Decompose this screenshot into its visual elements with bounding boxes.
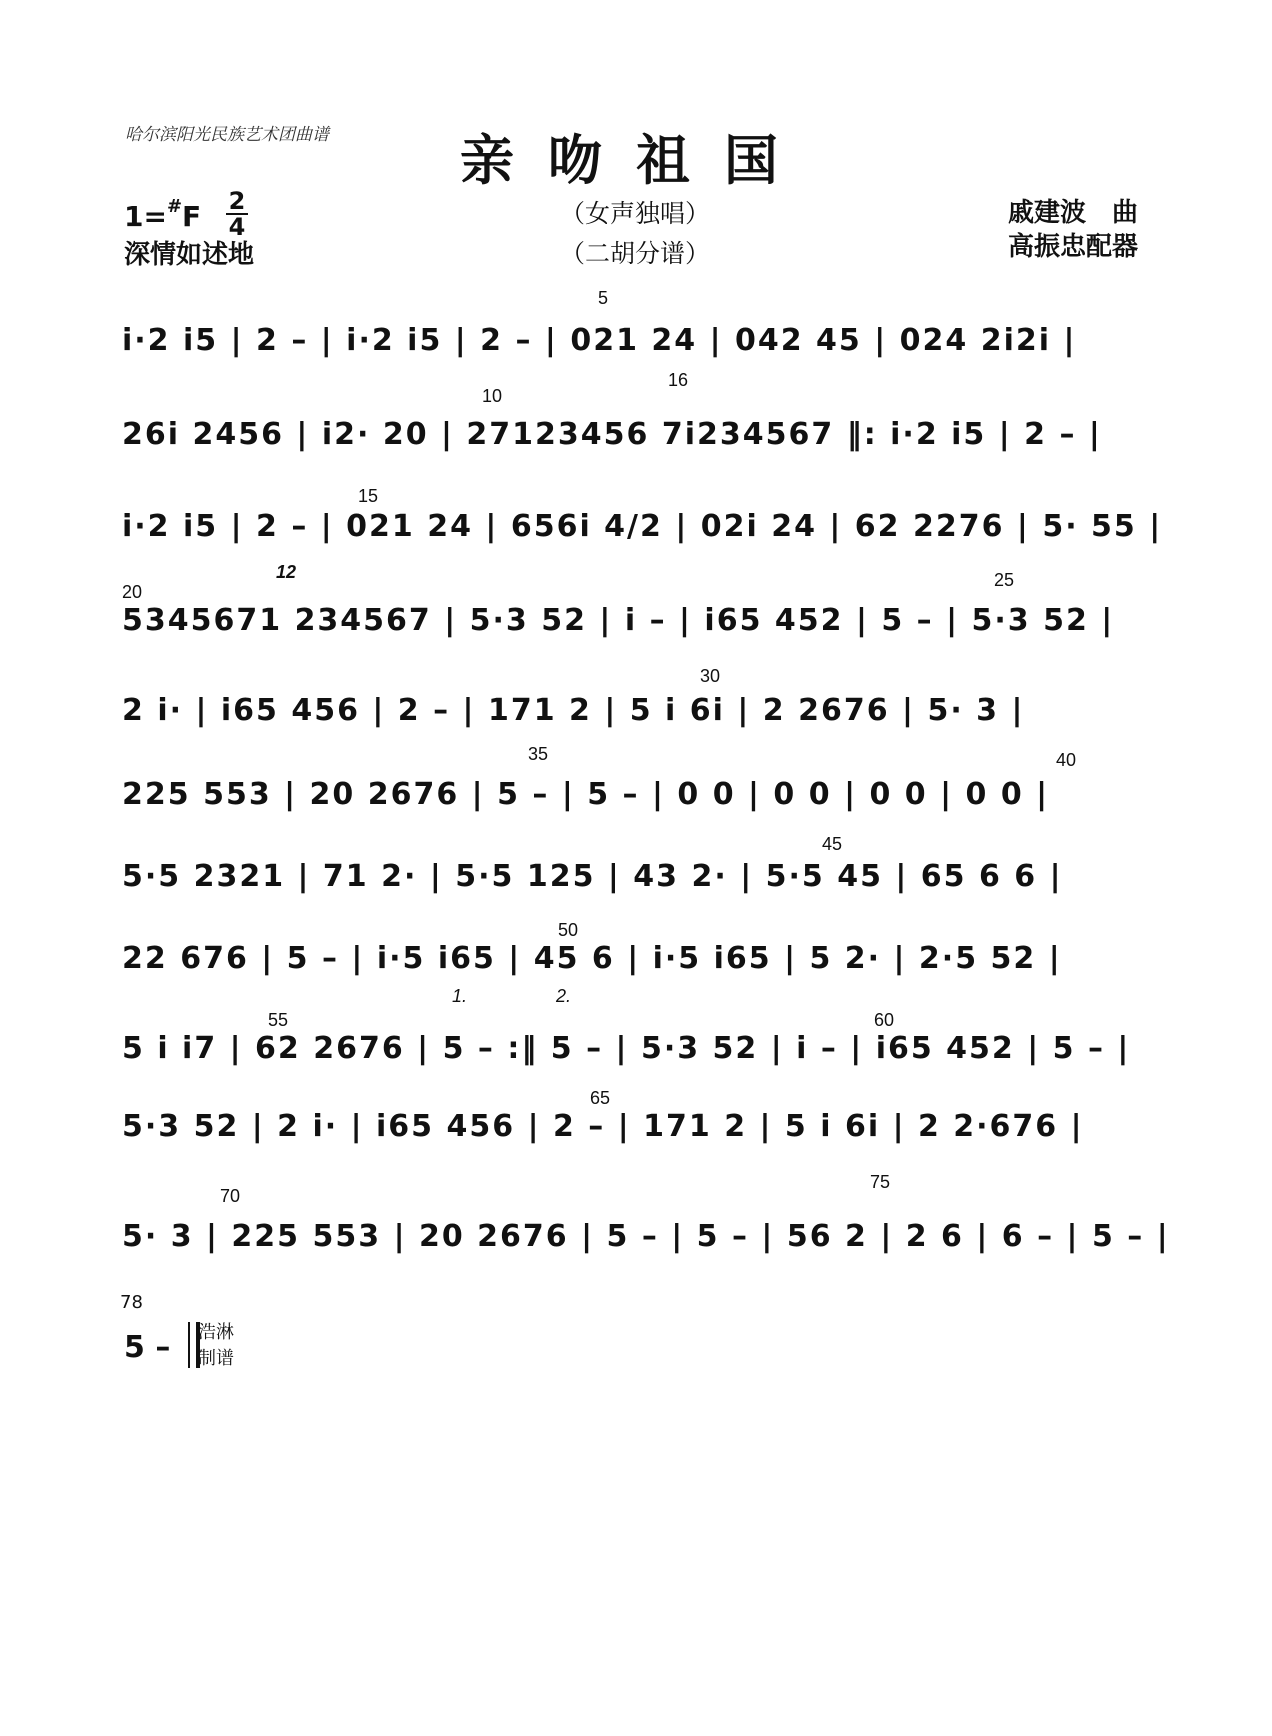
notation-line: 5·3 52 | 2 i· | i65 456 | 2 – | 171 2 | 5 i 6i | 2 2·676 |: [122, 1109, 1084, 1144]
score-row-5: [122, 666, 1146, 728]
notation-line: 225 553 | 20 2676 | 5 – | 5 – | 0 0 | 0 0 | 0 0 | 0 0 |: [122, 777, 1050, 812]
measure-number: 60: [874, 1010, 895, 1030]
score-row-10: [122, 1088, 1146, 1144]
measure-number-final: 78: [120, 1292, 143, 1313]
measure-number: 30: [700, 666, 721, 686]
measure-number: 45: [822, 834, 843, 854]
song-title: 亲吻祖国: [460, 129, 812, 192]
measure-number: 15: [358, 486, 379, 506]
subtitle-voice: （女声独唱）: [560, 199, 711, 228]
notation-line: i·2 i5 | 2 – | i·2 i5 | 2 – | 021 24 | 042 45 | 024 2i2i |: [122, 323, 1077, 358]
score-row-11: [122, 1172, 1170, 1254]
notation-line: 5· 3 | 225 553 | 20 2676 | 5 – | 5 – | 56 2 | 2 6 | 6 – | 5 – |: [122, 1219, 1170, 1254]
measure-number: 10: [482, 386, 503, 406]
measure-number: 50: [558, 920, 579, 940]
composer: 戚建波 曲: [1008, 198, 1139, 228]
score-row-6: [122, 744, 1146, 812]
score-row-2: [122, 370, 1146, 452]
notation-line: 5345671 234567 | 5·3 52 | i – | i65 452 | 5 – | 5·3 52 |: [122, 603, 1115, 638]
time-bottom: 4: [228, 213, 246, 241]
notation-line: 2 i· | i65 456 | 2 – | 171 2 | 5 i 6i | 2 2676 | 5· 3 |: [122, 693, 1025, 728]
measure-number: 35: [528, 744, 549, 764]
subtitle-part: （二胡分谱）: [560, 239, 711, 268]
score-row-4: [122, 562, 1146, 638]
credit-line-2: 制谱: [198, 1348, 234, 1369]
final-measure: 5 –: [124, 1330, 171, 1365]
notation-line: 22 676 | 5 – | i·5 i65 | 45 6 | i·5 i65 | 5 2· | 2·5 52 |: [122, 941, 1062, 976]
measure-number: 20: [122, 582, 143, 602]
score-row-7: [122, 834, 1146, 894]
measure-number: 75: [870, 1172, 891, 1192]
measure-number: 25: [994, 570, 1015, 590]
measure-number: 5: [598, 288, 609, 308]
score-row-1: [122, 288, 1146, 358]
tuplet-number: 12: [276, 562, 297, 582]
score-row-3: [122, 486, 1163, 544]
time-signature: [226, 187, 248, 241]
arranger: 高振忠配器: [1008, 232, 1139, 262]
time-top: 2: [228, 187, 246, 215]
notation-line: 5 i i7 | 62 2676 | 5 – :‖ 5 – | 5·3 52 | i – | i65 452 | 5 – |: [122, 1031, 1131, 1066]
notation-line: 26i 2456 | i2· 20 | 27123456 7i234567 ‖: i·2 i5 | 2 – |: [122, 417, 1102, 452]
key-signature: [124, 196, 201, 233]
publisher-label: 哈尔滨阳光民族艺术团曲谱: [125, 125, 329, 145]
key-sharp: #: [166, 196, 183, 217]
credit-line-1: 浩淋: [198, 1322, 234, 1343]
key-prefix: 1=: [124, 200, 167, 233]
volta-1-label: 1.: [452, 986, 468, 1006]
measure-number: 55: [268, 1010, 289, 1030]
notation-line: i·2 i5 | 2 – | 021 24 | 656i 4/2 | 02i 24 | 62 2276 | 5· 55 |: [122, 509, 1163, 544]
score-row-8: [122, 920, 1146, 976]
measure-number: 40: [1056, 750, 1077, 770]
transcriber-credit: [198, 1320, 234, 1372]
key-note: F: [182, 200, 202, 233]
measure-number: 16: [668, 370, 689, 390]
measure-number: 70: [220, 1186, 241, 1206]
tempo-marking: 深情如述地: [124, 240, 255, 270]
score-row-9: [122, 986, 1146, 1066]
volta-2-label: 2.: [556, 986, 572, 1006]
notation-line: 5·5 2321 | 71 2· | 5·5 125 | 43 2· | 5·5 45 | 65 6 6 |: [122, 859, 1063, 894]
measure-number: 65: [590, 1088, 611, 1108]
